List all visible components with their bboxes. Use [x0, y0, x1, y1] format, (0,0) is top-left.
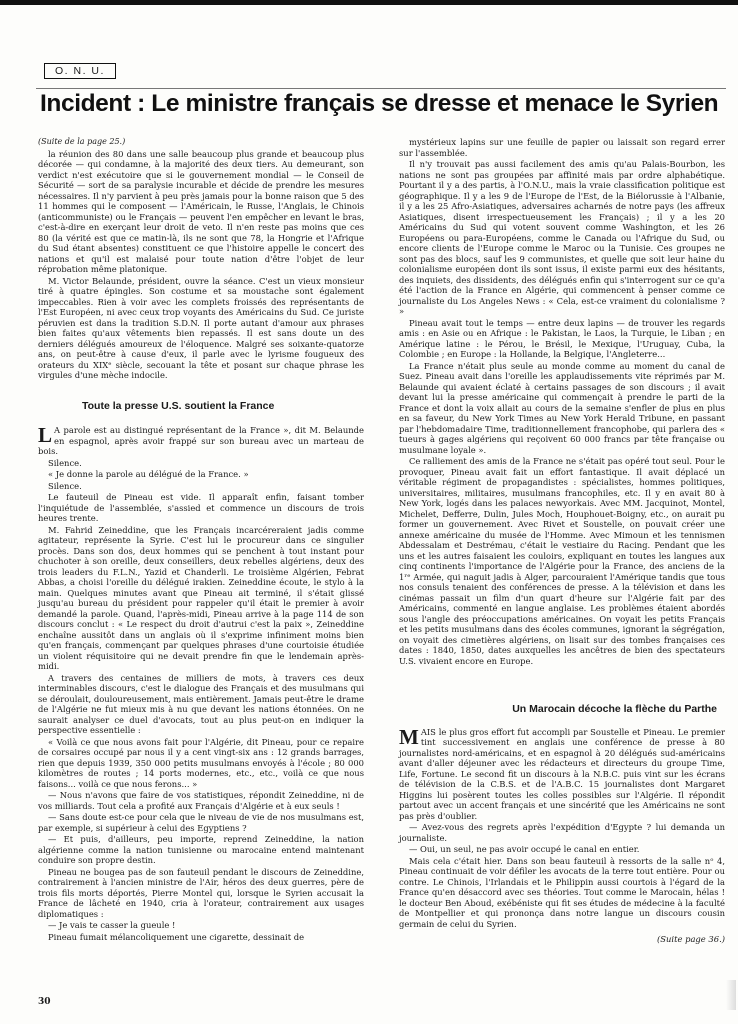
- page-number: 30: [38, 997, 51, 1007]
- paragraph: Pineau fumait mélancoliquement une cigarette, dessinait de: [48, 931, 305, 942]
- paragraph: Pineau avait tout le temps — entre deux lapins — de trouver les regards amis : en Asie ou en Afrique : le Pakistan, le Laos, la Turquie, le Liban ; en Amérique latine : le Pérou, le Brésil, le Mexique, l'Uruguay, Cuba, la Colombie ; en Europe : la Hollande, la Belgique, l'Angleterre...: [399, 317, 725, 359]
- paragraph: la réunion des 80 dans une salle beaucoup plus grande et beaucoup plus décorée — qui condamne, à la majorité des deux tiers. Au demeurant, son verdict n'est exécutoire que si le gouvernement mondial — le Conseil de Sécurité — sort de sa paralysie incurable et décide de prendre les mesures nécessaires. Il n'y parvient à peu près jamais pour la bonne raison que 5 des 11 hommes qui le composent — l'Américain, le Russe, l'Anglais, le Chinois (anticommuniste) ou le Français — peuvent l'en empêcher en levant le bras, c'est-à-dire en exerçant leur droit de veto. Il n'en reste pas moins que ces 80 (la vérité est que ce matin-là, ils ne sont que 78, la Hongrie et l'Afrique du Sud étant absentes) constituent ce que l'histoire appelle le concert des nations et qu'il est malaisé pour toute nation d'être l'objet de leur réprobation même platonique.: [38, 148, 364, 274]
- header-rule: [36, 88, 726, 89]
- right-bottom: [399, 822, 725, 929]
- top-border: [0, 0, 738, 5]
- paragraph: — Avez-vous des regrets après l'expédition d'Egypte ? lui demanda un journaliste.: [399, 822, 725, 843]
- continued-to: (Suite page 36.): [657, 934, 725, 944]
- dropcap: M: [399, 724, 419, 749]
- dropcap: L: [38, 423, 53, 447]
- paragraph: M. Victor Belaunde, président, ouvre la séance. C'est un vieux monsieur tiré à quatre épingles. Son costume et sa moustache sont également impeccables. Rien à voir avec les complets froissés des représentants de l'Est Européen, ni avec ceux trop voyants des Américains du Sud. Ce juriste péruvien est dans la tradition S.D.N. Il porte autant d'amour aux phrases bien faites qu'aux vêtements bien repassés. Il est sans doute un des derniers délégués amoureux de l'éloquence. Malgré ses soixante-quatorze ans, on peut-être à cause d'eux, il parle avec le lyrisme fougueux des orateurs du XIXᵉ siècle, secouant la tête et posant sur chaque phrase les virgules d'une mèche indocile.: [38, 275, 364, 380]
- right-column: [399, 137, 725, 945]
- left-intro: [38, 149, 364, 381]
- paragraph: Silence.: [48, 457, 82, 468]
- right-top: [399, 137, 725, 666]
- right-subhead: Un Marocain décoche la flèche du Parthe: [512, 703, 717, 715]
- right-lead-paragraph: [399, 724, 725, 822]
- paragraph: mystérieux lapins sur une feuille de papier ou laissait son regard errer sur l'assemblée.: [399, 137, 725, 158]
- page-edge: [726, 980, 736, 1010]
- paragraph: — Oui, un seul, ne pas avoir occupé le canal en entier.: [409, 844, 640, 854]
- paragraph: Silence.: [48, 480, 82, 491]
- continued-from: (Suite de la page 25.): [38, 137, 126, 146]
- left-lead-paragraph: [38, 425, 364, 457]
- paragraph: — Sans doute est-ce pour cela que le niveau de vie de nos musulmans est, par exemple, si supérieur à celui des Egyptiens ?: [38, 812, 364, 833]
- paragraph: — Nous n'avons que faire de vos statistiques, répondit Zeineddine, ni de vos milliards. Tout cela a profité aux Français d'Algérie et à eux seuls !: [38, 790, 364, 811]
- paragraph: « Voilà ce que nous avons fait pour l'Algérie, dit Pineau, pour ce repaire de corsaires occupé par nous il y a cent vingt-six ans : 12 grands barrages, rien que depuis 1939, 350 000 petits musulmans envoyés à l'école ; 80 000 kilomètres de routes ; 14 ports modernes, etc., etc., voilà ce que nous faisons... voilà ce que nous ferons... »: [38, 736, 364, 789]
- paragraph: M. Fahrid Zeineddine, que les Français incarcéreraient jadis comme agitateur, représente la Syrie. C'est lui le procureur dans ce singulier procès. Dans son dos, deux hommes qui se penchent à tout instant pour chuchoter à son oreille, deux conseillers, deux rebelles algériens, deux des trois leaders du F.L.N., Yazid et Chanderli. Le troisième Algérien, Febrat Abbas, a choisi l'oreille du délégué irakien. Zeineddine écoute, le stylo à la main. Quelques minutes avant que Pineau ait terminé, il s'était glissé jusqu'au bureau du président pour rappeler qu'il était le premier à avoir demandé la parole. Quand, l'après-midi, Pineau arrive à la page 114 de son discours conclut : « Le respect du droit d'autrui c'est la paix », Zeineddine enchaîne aussitôt dans un anglais où il s'exprime infiniment moins bien qu'en français, commençant par quelques phrases d'une courtoisie étudiée un violent réquisitoire qui ne devait prendre fin que le lendemain après-midi.: [38, 524, 364, 671]
- paragraph: — Je vais te casser la gueule !: [48, 920, 176, 930]
- paragraph: Mais cela c'était hier. Dans son beau fauteuil à ressorts de la salle nᵒ 4, Pineau continuait de voir défiler les avocats de la terre tout entière. Pour ou contre. Le Chinois, l'Irlandais et le Philippin aussi courtois à l'égard de la France qu'en désaccord avec ses théories. Tout comme le Marocain, hélas ! le docteur Ben Aboud, exébéniste qui fit ses études de médecine à la faculté de Montpellier et qui prononça dans notre langue un discours cousin germain de celui du Syrien.: [399, 855, 725, 929]
- left-story: [38, 458, 364, 943]
- paragraph: Ce ralliement des amis de la France ne s'était pas opéré tout seul. Pour le provoquer, Pineau avait fait un effort fantastique. Il avait déplacé un véritable régiment de propagandistes : spécialistes, hommes politiques, universitaires, militaires, musulmans francophiles, etc. Il y en avait 80 à New York, logés dans les palaces newyorkais. Avec MM. Jacquinot, Montel, Michelet, Defferre, Dulin, Jules Moch, Houphouet-Boigny, etc., on aurait pu former un gouvernement. Avec Rivet et Soustelle, on pouvait créer une annexe américaine du musée de l'Homme. Avec Mimoun et les tennismen Abdessalam et Destrémau, c'était le vestiaire du Racing. Pendant que les uns et les autres faisaient les couloirs, expliquant en toutes les langues aux cinq continents l'importance de l'Algérie pour la France, des anciens de la 1ʳᵉ Armée, qui naguit jadis à Alger, parcouraient l'Amérique tandis que tous nos consuls tenaient des conférences de presse. A la télévision et dans les cinémas passait un film d'un quart d'heure sur l'Algérie fait par des Américains, commenté en langue anglaise. Les problèmes étaient abordés sous l'angle des préoccupations américaines. On voyait les petits Français et les petits musulmans dans des écoles communes, ignorant la ségrégation, on voyait des cimetières algériens, on lisait sur des tombes françaises ces dates : 1840, 1850, dates auxquelles les ancêtres de bien des spectateurs U.S. vivaient encore en Europe.: [399, 456, 725, 666]
- paragraph: Il n'y trouvait pas aussi facilement des amis qu'au Palais-Bourbon, les nations ne sont pas groupées par affinité mais par ordre alphabétique. Pourtant il y a des partis, à l'O.N.U., mais la vraie classification politique est géographique. Il y a les 9 de l'Europe de l'Est, de la Biélorussie à l'Albanie, il y a les 25 Afro-Asiatiques, adversaires acharnés de notre pays (les affreux Asiatiques, disent irrespectueusement les Français) ; il y a les 20 Américains du Sud qui votent souvent comme Washington, et les 26 Européens ou para-Européens, comme le Canada ou l'Afrique du Sud, ou encore clients de l'Europe comme le Maroc ou la Tunisie. Ces groupes ne sont pas des blocs, sauf les 9 communistes, et quelle que soit leur haine du colonialisme européen dont ils sont issus, il existe parmi eux des hésitants, des inquiets, des dissidents, des délégués enfin qui s'interrogent sur ce qu'a été l'action de la France en Algérie, qui commencent à penser comme ce journaliste du Los Angeles News : « Cela, est-ce vraiment du colonialisme ? »: [399, 159, 725, 316]
- paragraph: A travers des centaines de milliers de mots, à travers ces deux interminables discours, c'est le dialogue des Français et des musulmans qui se déroulait, douloureusement, mais entièrement. Jamais peut-être le drame de l'Algérie ne fut mieux mis à nu que devant les nations étonnées. On ne saurait analyser ce duel d'avocats, tout au plus peut-on en indiquer la perspective essentielle :: [38, 672, 364, 735]
- paragraph: La France n'était plus seule au monde comme au moment du canal de Suez. Pineau avait dans l'oreille les applaudissements vite réprimés par M. Belaunde qui avaient éclaté à certains passages de son discours ; il avait devant lui la presse américaine qui commençait à prendre le parti de la France et dont la voix allait au cours de la semaine s'enfler de plus en plus en sa faveur, du New York Times au New York Herald Tribune, en passant par l'hebdomadaire Time, traditionnellement francophobe, qui parlera des « tueurs à gages algériens qui reçoivent 60 000 francs par tête française ou musulmane loyale ».: [399, 360, 725, 455]
- lead-text: AIS le plus gros effort fut accompli par Soustelle et Pineau. Le premier tint successivement en anglais une conférence de presse à 80 journalistes nord-américains, et en espagnol à 20 délégués sud-américains avant d'aller déjeuner avec les rédacteurs et directeurs du groupe Time, Life, Fortune. Le second fit un discours à la N.B.C. puis vint sur les écrans de télévision de la C.B.S. et de l'A.B.C. 15 journalistes dont Margaret Higgins lui posèrent toutes les colles possibles sur l'Algérie. Il répondit partout avec un accent français et une sincérité que les Américains ne sont pas près d'oublier.: [399, 726, 725, 821]
- section-tag: O. N. U.: [44, 63, 116, 79]
- paragraph: — Et puis, d'ailleurs, peu importe, reprend Zeineddine, la nation algérienne comme la nation tunisienne ou marocaine entend maintenant conduire son propre destin.: [38, 834, 364, 865]
- paragraph: Pineau ne bougea pas de son fauteuil pendant le discours de Zeineddine, contrairement à l'ancien ministre de l'Air, héros des deux guerres, père de trois fils morts déportés, Pierre Montel qui, lorsque le Syrien accusait la France de lâcheté en 1940, cria à l'orateur, contrairement aux usages diplomatiques :: [38, 866, 364, 919]
- left-column: [38, 137, 364, 943]
- lead-text: A parole est au distingué représentant de la France », dit M. Belaunde en espagnol, après avoir frappé sur son bureau avec un marteau de bois.: [38, 425, 364, 456]
- paragraph: « Je donne la parole au délégué de la France. »: [48, 469, 249, 479]
- paragraph: Le fauteuil de Pineau est vide. Il apparaît enfin, faisant tomber l'inquiétude de l'assemblée, s'assied et commence un discours de trois heures trente.: [38, 492, 364, 523]
- headline: Incident : Le ministre français se dresse et menace le Syrien: [40, 90, 719, 117]
- left-subhead: Toute la presse U.S. soutient la France: [82, 399, 275, 412]
